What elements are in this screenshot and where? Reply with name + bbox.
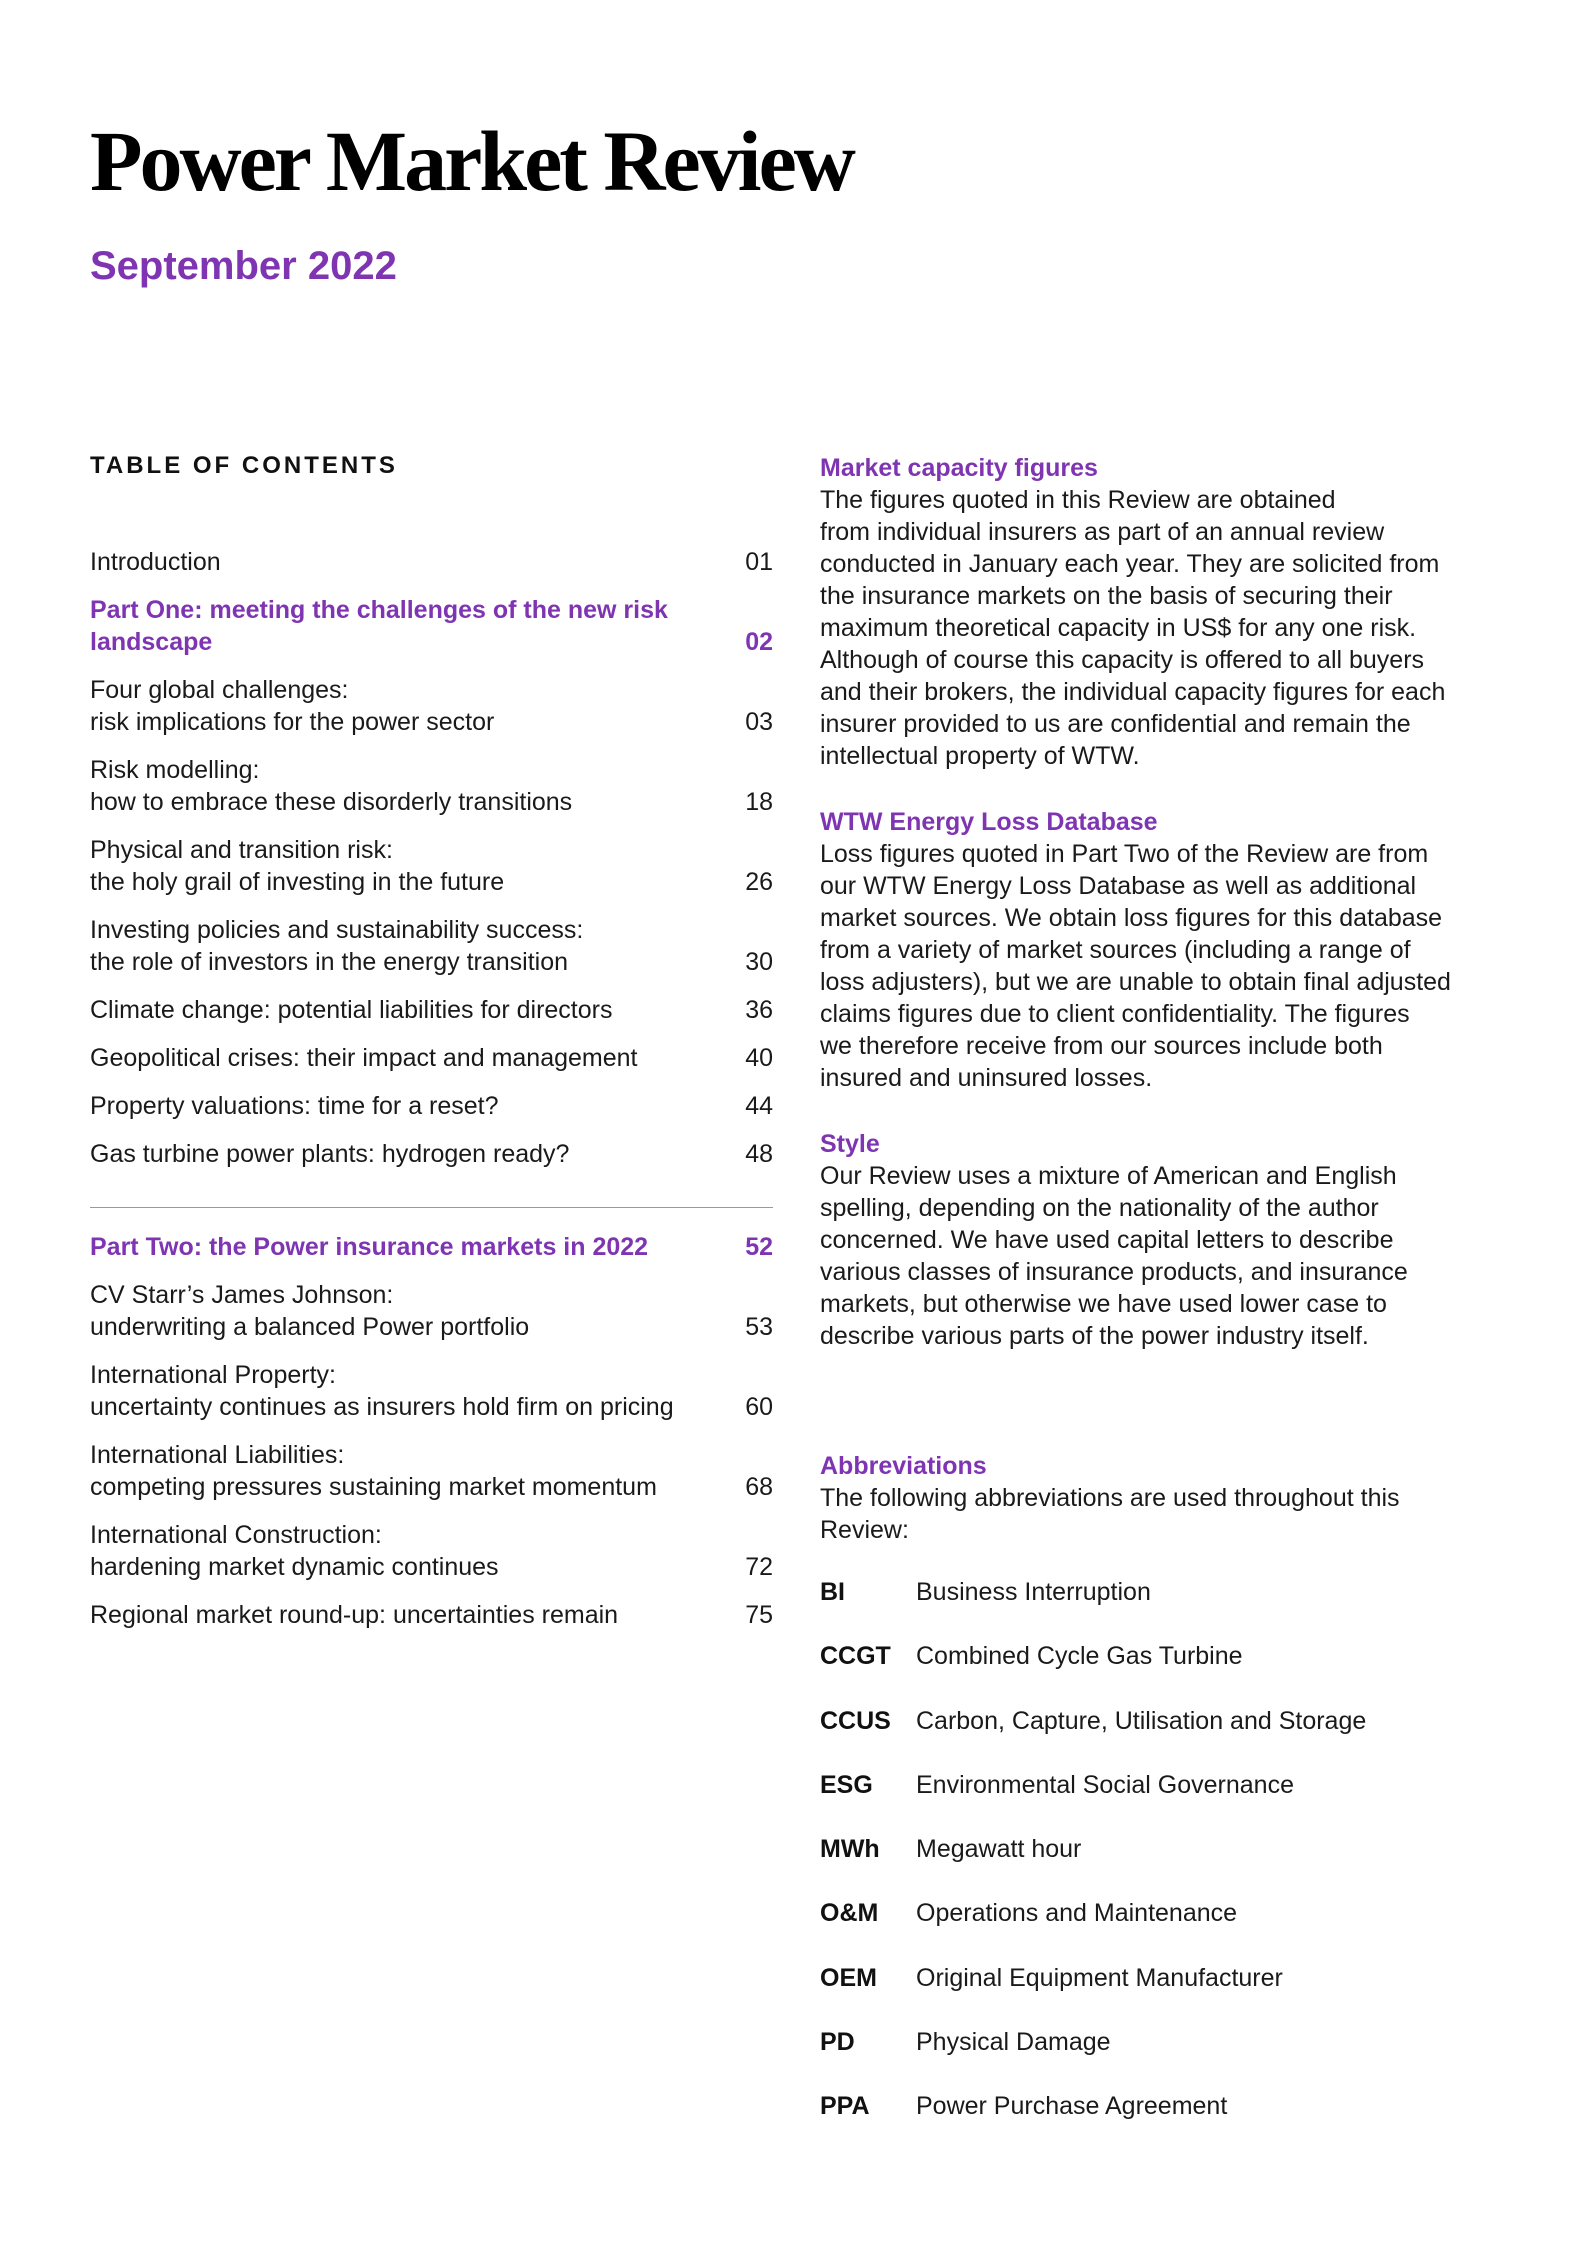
toc-entry-page: 52 [745,1233,773,1261]
toc-entry-title: Gas turbine power plants: hydrogen ready? [90,1140,570,1168]
style-text: Our Review uses a mixture of American and English spelling, depending on the nationality of the author concerned. We have used capital letters to describe various classes of insurance products, and insurance markets, but otherwise we have used lower case to describe various parts of the power industry itself. [820,1162,1408,1350]
market-capacity-section [820,452,1510,772]
abbreviation-row [820,2026,1510,2090]
toc-entry[interactable] [90,1138,773,1170]
toc-entry-title: Geopolitical crises: their impact and management [90,1044,638,1072]
abbreviation-row [820,1705,1510,1769]
abbreviation-meaning: Power Purchase Agreement [916,2092,1228,2121]
abbreviations-section [820,1450,1510,1546]
style-heading: Style [820,1130,880,1158]
abbreviation-row [820,1640,1510,1704]
toc-entry-page: 53 [745,1313,773,1341]
loss-database-heading: WTW Energy Loss Database [820,808,1158,836]
toc-entry-page: 01 [745,548,773,576]
abbreviations-heading: Abbreviations [820,1452,987,1480]
abbreviation-meaning: Operations and Maintenance [916,1899,1238,1928]
abbreviation-term: BI [820,1578,845,1606]
toc-entry[interactable] [90,834,773,898]
publication-date: September 2022 [90,244,397,288]
abbreviation-row [820,1833,1510,1897]
abbreviations-list [820,1576,1510,2155]
abbreviation-meaning: Carbon, Capture, Utilisation and Storage [916,1706,1367,1735]
toc-entry[interactable] [90,1279,773,1343]
toc-entry[interactable] [90,1599,773,1631]
toc-entry-title: International Construction: hardening market dynamic continues [90,1521,499,1581]
toc-entry-page: 44 [745,1092,773,1120]
style-section [820,1128,1510,1352]
abbreviation-term: CCUS [820,1706,891,1735]
toc-entry[interactable] [90,546,773,578]
toc-entry-title: Risk modelling: how to embrace these disorderly transitions [90,756,573,816]
market-capacity-heading: Market capacity figures [820,454,1098,482]
toc-entry-page: 18 [745,788,773,816]
toc-entry[interactable] [90,1231,773,1263]
abbreviation-row [820,1962,1510,2026]
toc-entry[interactable] [90,1090,773,1122]
page-title: Power Market Review [90,113,853,209]
toc-entry-page: 60 [745,1393,773,1421]
market-capacity-text: The figures quoted in this Review are obtained from individual insurers as part of an annual review conducted in January each year. They are solicited from the insurance markets on the basis of securing their maximum theoretical capacity in US$ for any one risk. Although of course this capacity is offered to all buyers and their brokers, the individual capacity figures for each insurer provided to us are confidential and remain the intellectual property of WTW. [820,486,1446,770]
toc-entry[interactable] [90,594,773,658]
abbreviation-term: OEM [820,1963,877,1992]
toc-entry-page: 30 [745,948,773,976]
toc-part-one [90,546,773,1186]
toc-entry-page: 40 [745,1044,773,1072]
toc-entry-title: Four global challenges: risk implications for the power sector [90,676,495,736]
toc-entry-page: 03 [745,708,773,736]
abbreviation-row [820,1769,1510,1833]
abbreviation-row [820,1576,1510,1640]
abbreviation-meaning: Physical Damage [916,2028,1111,2057]
toc-entry[interactable] [90,1359,773,1423]
toc-entry-page: 36 [745,996,773,1024]
toc-entry-title: Part Two: the Power insurance markets in 2022 [90,1233,649,1261]
toc-entry[interactable] [90,1519,773,1583]
abbreviations-intro: The following abbreviations are used throughout this Review: [820,1484,1400,1544]
abbreviation-term: PD [820,2028,855,2057]
toc-entry[interactable] [90,1042,773,1074]
abbreviation-meaning: Combined Cycle Gas Turbine [916,1642,1243,1671]
toc-entry-title: Physical and transition risk: the holy grail of investing in the future [90,836,505,896]
toc-entry-title: Property valuations: time for a reset? [90,1092,499,1120]
toc-entry-page: 75 [745,1601,773,1629]
abbreviation-row [820,2090,1510,2154]
abbreviation-row [820,1897,1510,1961]
abbreviation-meaning: Original Equipment Manufacturer [916,1963,1283,1992]
abbreviation-meaning: Megawatt hour [916,1835,1082,1864]
toc-entry-page: 26 [745,868,773,896]
abbreviation-term: PPA [820,2092,870,2121]
abbreviation-term: MWh [820,1835,880,1864]
toc-entry[interactable] [90,754,773,818]
toc-entry-page: 02 [745,628,773,656]
toc-entry[interactable] [90,674,773,738]
toc-entry-title: International Property: uncertainty continues as insurers hold firm on pricing [90,1361,674,1421]
loss-database-text: Loss figures quoted in Part Two of the Review are from our WTW Energy Loss Database as well as additional market sources. We obtain loss figures for this database from a variety of market sources (including a range of loss adjusters), but we are unable to obtain final adjusted claims figures due to client confidentiality. The figures we therefore receive from our sources include both insured and uninsured losses. [820,840,1451,1092]
toc-entry-title: Part One: meeting the challenges of the new risk landscape [90,596,668,656]
toc-heading: TABLE OF CONTENTS [90,452,398,479]
toc-entry[interactable] [90,994,773,1026]
toc-entry[interactable] [90,914,773,978]
abbreviation-term: CCGT [820,1642,891,1671]
toc-entry-title: Climate change: potential liabilities for directors [90,996,613,1024]
toc-entry-page: 72 [745,1553,773,1581]
toc-entry[interactable] [90,1439,773,1503]
toc-divider [90,1207,773,1208]
abbreviation-term: ESG [820,1770,873,1799]
toc-part-two [90,1231,773,1647]
toc-entry-title: Regional market round-up: uncertainties remain [90,1601,619,1629]
loss-database-section [820,806,1510,1094]
toc-entry-page: 48 [745,1140,773,1168]
abbreviation-meaning: Environmental Social Governance [916,1770,1294,1799]
toc-entry-title: Investing policies and sustainability success: the role of investors in the energy transition [90,916,584,976]
abbreviation-term: O&M [820,1899,879,1928]
toc-entry-title: CV Starr’s James Johnson: underwriting a balanced Power portfolio [90,1281,530,1341]
toc-entry-title: Introduction [90,548,221,576]
toc-entry-page: 68 [745,1473,773,1501]
toc-entry-title: International Liabilities: competing pressures sustaining market momentum [90,1441,657,1501]
abbreviation-meaning: Business Interruption [916,1578,1151,1606]
